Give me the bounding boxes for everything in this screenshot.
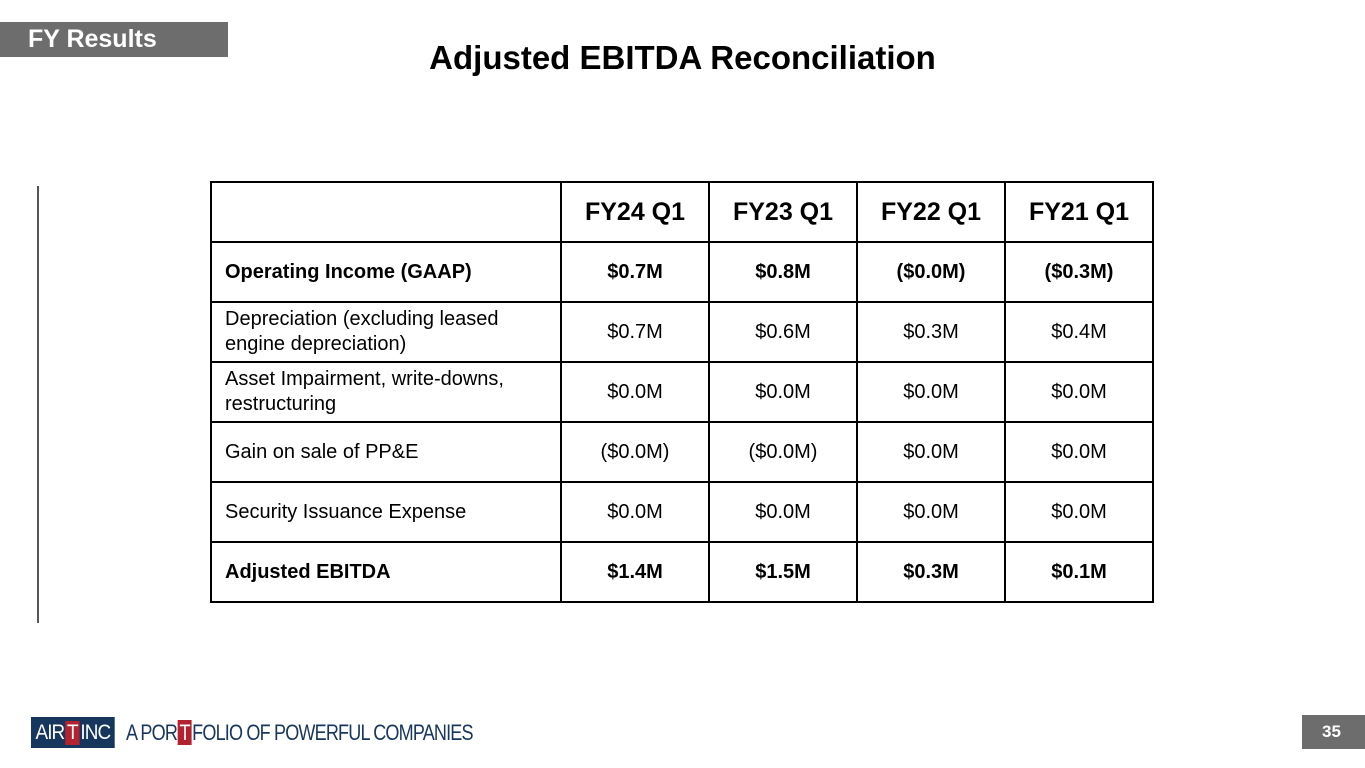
table-row bbox=[211, 422, 1153, 482]
tagline-part-a: A POR bbox=[126, 719, 178, 745]
cell-value: $0.0M bbox=[709, 482, 857, 542]
logo-text-air: AIR bbox=[35, 720, 65, 744]
cell-value: $0.1M bbox=[1005, 542, 1153, 602]
air-t-logo-mark bbox=[31, 717, 115, 748]
cell-value: ($0.3M) bbox=[1005, 242, 1153, 302]
cell-value: $0.0M bbox=[709, 362, 857, 422]
cell-value: $0.7M bbox=[561, 302, 709, 362]
cell-value: $0.6M bbox=[709, 302, 857, 362]
header-fy24-q1: FY24 Q1 bbox=[561, 182, 709, 242]
cell-value: ($0.0M) bbox=[709, 422, 857, 482]
cell-value: $0.0M bbox=[561, 482, 709, 542]
table-row bbox=[211, 242, 1153, 302]
row-label: Asset Impairment, write-downs, restructuring bbox=[211, 362, 561, 422]
cell-value: $0.0M bbox=[857, 362, 1005, 422]
cell-value: ($0.0M) bbox=[857, 242, 1005, 302]
row-label: Security Issuance Expense bbox=[211, 482, 561, 542]
header-blank-cell bbox=[211, 182, 561, 242]
header-fy21-q1: FY21 Q1 bbox=[1005, 182, 1153, 242]
cell-value: $0.0M bbox=[857, 422, 1005, 482]
cell-value: $0.3M bbox=[857, 302, 1005, 362]
left-divider bbox=[37, 186, 39, 623]
cell-value: $0.7M bbox=[561, 242, 709, 302]
slide-title: Adjusted EBITDA Reconciliation bbox=[429, 39, 936, 76]
logo-tagline bbox=[126, 720, 473, 746]
table-row bbox=[211, 302, 1153, 362]
logo-text-t: T bbox=[67, 720, 78, 744]
header-fy22-q1: FY22 Q1 bbox=[857, 182, 1005, 242]
row-label: Adjusted EBITDA bbox=[211, 542, 561, 602]
tagline-part-b: FOLIO OF POWERFUL COMPANIES bbox=[192, 719, 473, 745]
row-label: Depreciation (excluding leased engine depreciation) bbox=[211, 302, 561, 362]
row-label: Operating Income (GAAP) bbox=[211, 242, 561, 302]
ebitda-reconciliation-table bbox=[210, 181, 1154, 603]
cell-value: $1.5M bbox=[709, 542, 857, 602]
table-row bbox=[211, 542, 1153, 602]
logo-text-inc: INC bbox=[80, 720, 111, 744]
row-label: Gain on sale of PP&E bbox=[211, 422, 561, 482]
table-row bbox=[211, 362, 1153, 422]
table-row bbox=[211, 482, 1153, 542]
company-logo bbox=[31, 717, 549, 748]
tagline-t: T bbox=[179, 719, 190, 745]
cell-value: $0.0M bbox=[561, 362, 709, 422]
cell-value: $0.0M bbox=[1005, 422, 1153, 482]
cell-value: $0.3M bbox=[857, 542, 1005, 602]
cell-value: $0.0M bbox=[1005, 482, 1153, 542]
cell-value: $0.4M bbox=[1005, 302, 1153, 362]
page-number: 35 bbox=[1302, 715, 1365, 749]
cell-value: $0.8M bbox=[709, 242, 857, 302]
section-tag: FY Results bbox=[0, 22, 228, 57]
cell-value: $1.4M bbox=[561, 542, 709, 602]
cell-value: $0.0M bbox=[857, 482, 1005, 542]
cell-value: ($0.0M) bbox=[561, 422, 709, 482]
header-fy23-q1: FY23 Q1 bbox=[709, 182, 857, 242]
cell-value: $0.0M bbox=[1005, 362, 1153, 422]
table-header-row bbox=[211, 182, 1153, 242]
